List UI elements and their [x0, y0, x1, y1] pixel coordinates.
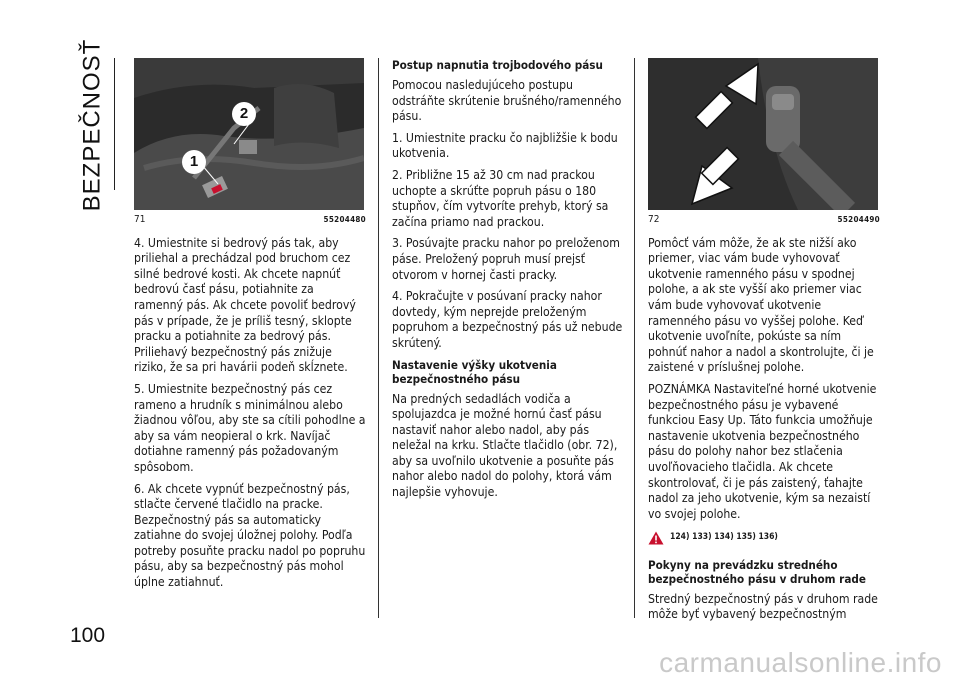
section-heading: Nastavenie výšky ukotvenia bezpečnostného pásu	[392, 357, 557, 386]
section-heading: Postup napnutia trojbodového pásu	[392, 58, 603, 72]
paragraph: 5. Umiestnite bezpečnostný pás cez rameno a hrudník s minimálnou alebo žiadnou vôľou, aby ste sa cítili pohodlne a aby sa vám neopieral o krk. Navíjač dotiahne ramenný pás požadovaným spôsobom.	[134, 381, 366, 474]
column-1	[134, 58, 366, 597]
warning-triangle-icon	[648, 531, 664, 545]
paragraph: 6. Ak chcete vypnúť bezpečnostný pás, stlačte červené tlačidlo na pracke. Bezpečnostný pás sa automaticky zatiahne do svojej úložnej polohy. Podľa potreby posuňte pracku nadol po popruhu pásu, aby sa bezpečnostný pás mohol úplne zatiahnuť.	[134, 481, 366, 590]
callout-1: 1	[182, 150, 206, 174]
paragraph: Pomocou nasledujúceho postupu odstráňte skrútenie brušného/ramenného pásu.	[392, 78, 622, 124]
section-title: BEZPEČNOSŤ	[78, 38, 106, 212]
column-divider-2	[634, 58, 635, 618]
note-paragraph: POZNÁMKA Nastaviteľné horné ukotvenie bezpečnostného pásu je vybavené funkciou Easy Up. Táto funkcia umožňuje nastavenie ukotvenia bezpečnostného pásu do polohy nahor bez stlačenia uvoľňovacieho tlačidla. Ak chcete skontrolovať, či je pás zaistený, ťahajte nadol za jeho ukotvenie, kým sa nezaistí vo svojej polohe.	[648, 381, 877, 521]
column-3	[648, 58, 880, 629]
warning-refs-text: 124) 133) 134) 135) 136)	[670, 532, 778, 543]
paragraph: Na predných sedadlách vodiča a spolujazdca je možné hornú časť pásu nastaviť nahor alebo nadol, aby pás neležal na krku. Stlačte tlačidlo (obr. 72), aby sa uvoľnilo ukotvenie a posuňte pás nahor alebo nadol do polohy, ktorá vám najlepšie vyhovuje.	[392, 391, 618, 500]
figure-71-caption	[134, 212, 366, 228]
paragraph: Stredný bezpečnostný pás v druhom rade môže byť vybavený bezpečnostným	[648, 591, 878, 622]
section-divider	[114, 58, 115, 190]
page-number: 100	[70, 624, 106, 647]
step: 3. Posúvajte pracku nahor po preloženom páse. Preložený popruh musí prejsť otvorom v hornej časti pracky.	[392, 236, 620, 282]
belt-anchor-height-illustration	[648, 58, 878, 210]
watermark: carmanualsonline.info	[659, 647, 942, 678]
figure-71-image	[134, 58, 364, 210]
figure-72-caption	[648, 212, 880, 228]
figure-number: 71	[134, 214, 146, 225]
callout-2: 2	[232, 102, 256, 126]
seat-belt-buckle-illustration	[134, 58, 364, 210]
column-2	[392, 58, 624, 507]
step: 1. Umiestnite pracku čo najbližšie k bodu ukotvenia.	[392, 130, 618, 161]
figure-code: 55204490	[837, 215, 880, 224]
column-divider-1	[378, 58, 379, 618]
figure-number: 72	[648, 214, 660, 225]
warning-references	[648, 530, 880, 546]
figure-72-image	[648, 58, 878, 210]
section-heading: Pokyny na prevádzku stredného bezpečnostného pásu v druhom rade	[648, 557, 866, 586]
paragraph: Pomôcť vám môže, že ak ste nižší ako priemer, viac vám bude vyhovovať ukotvenie ramenného pásu v spodnej polohe, a ak ste vyšší ako priemer viac vám bude vyhovovať ukotvenie ramenného pásu vo vyššej polohe. Keď ukotvenie uvoľníte, pokúste sa ním pohnúť nahor a nadol a skontrolujte, či je zaistené v príslušnej polohe.	[648, 235, 874, 375]
figure-code: 55204480	[323, 215, 366, 224]
step: 4. Pokračujte v posúvaní pracky nahor dovtedy, kým neprejde preloženým popruhom a bezpečnostný pás už nebude skrútený.	[392, 289, 623, 350]
paragraph: 4. Umiestnite si bedrový pás tak, aby priliehal a prechádzal pod bruchom cez silné bedrové kosti. Ak chcete napnúť bedrovú časť pásu, potiahnite za ramenný pás. Ak chcete povoliť bedrový pás v prípade, že je príliš tesný, sklopte pracku a potiahnite za bedrový pás. Priliehavý bezpečnostný pás znižuje riziko, že sa pri havárii podeň skĺznete.	[134, 235, 356, 375]
step: 2. Približne 15 až 30 cm nad prackou uchopte a skrúťte popruh pásu o 180 stupňov, čím vytvoríte prehyb, ktorý sa začína priamo nad prackou.	[392, 167, 609, 229]
